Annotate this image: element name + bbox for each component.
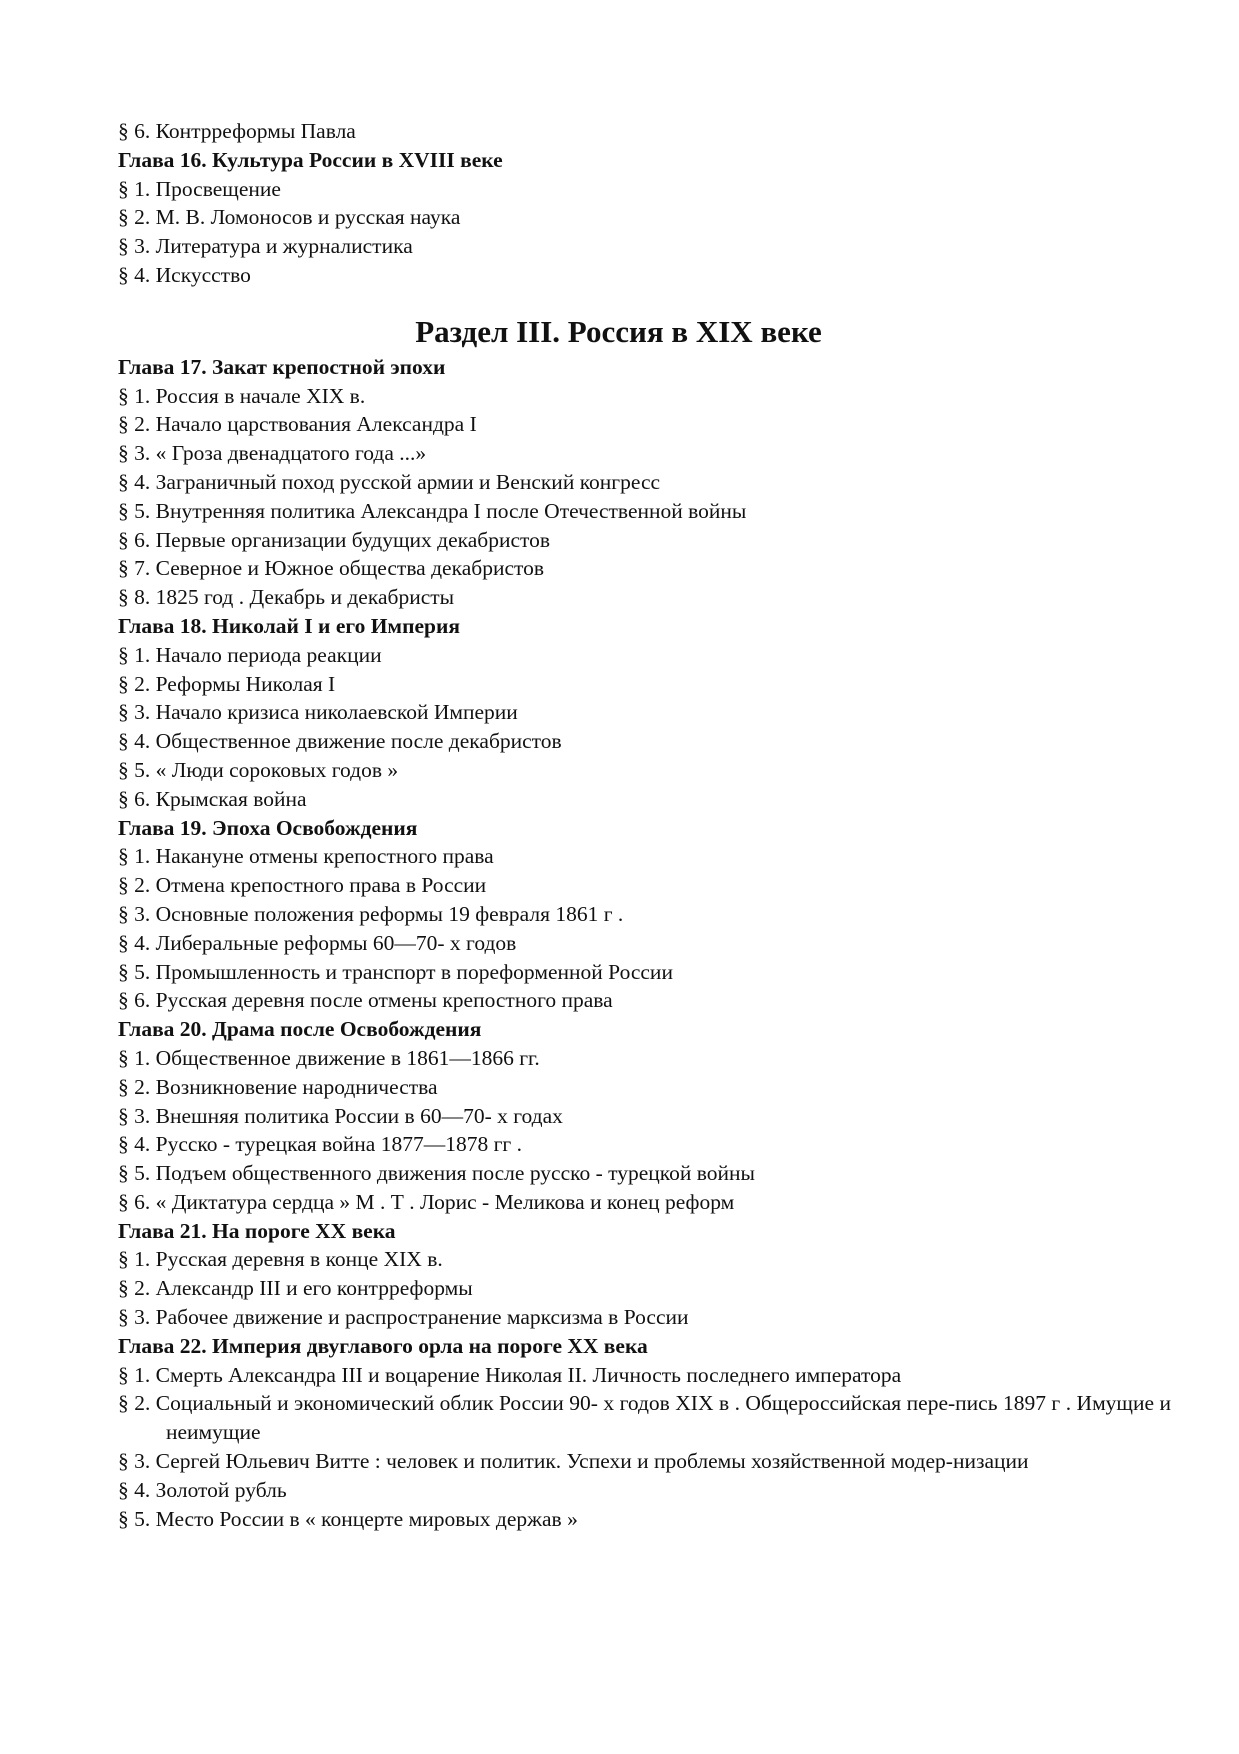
paragraph-item: § 2. Начало царствования Александра I — [118, 412, 477, 437]
chapter-heading: Глава 19. Эпоха Освобождения — [118, 815, 418, 840]
paragraph-item: § 1. Накануне отмены крепостного права — [118, 844, 494, 869]
paragraph-item: § 1. Общественное движение в 1861—1866 гг. — [118, 1045, 540, 1070]
chapter-heading: Глава 20. Драма после Освобождения — [118, 1017, 482, 1042]
chapter-heading: Глава 16. Культура России в XVIII веке — [118, 147, 503, 172]
paragraph-item: § 3. « Гроза двенадцатого года ...» — [118, 441, 427, 466]
paragraph-item: § 1. Россия в начале XIX в. — [118, 383, 366, 408]
paragraph-item: § 3. Внешняя политика России в 60—70- х годах — [118, 1103, 563, 1128]
paragraph-item: § 6. Контрреформы Павла — [118, 119, 356, 143]
paragraph-item-wrapped: § 3. Сергей Юльевич Витте : человек и политик. Успехи и проблемы хозяйственной модер-низации — [118, 1449, 1029, 1474]
paragraph-item: § 6. « Диктатура сердца » М . Т . Лорис - Меликова и конец реформ — [118, 1189, 735, 1214]
paragraph-item: § 1. Смерть Александра III и воцарение Николая II. Личность последнего императора — [118, 1362, 902, 1387]
paragraph-item: § 3. Литература и журналистика — [118, 234, 413, 259]
chapter-heading: Глава 17. Закат крепостной эпохи — [118, 354, 446, 379]
paragraph-item: § 5. Подъем общественного движения после русско - турецкой войны — [118, 1161, 756, 1186]
paragraph-item: § 3. Основные положения реформы 19 февраля 1861 г . — [118, 901, 624, 926]
paragraph-item: § 8. 1825 год . Декабрь и декабристы — [118, 585, 455, 610]
paragraph-item: § 4. Русско - турецкая война 1877—1878 гг . — [118, 1132, 522, 1157]
paragraph-item: § 2. М. В. Ломоносов и русская наука — [118, 205, 461, 230]
paragraph-item: § 4. Искусство — [118, 262, 251, 287]
paragraph-item: § 3. Рабочее движение и распространение марксизма в России — [118, 1305, 689, 1330]
paragraph-item: § 5. Место России в « концерте мировых держав » — [118, 1506, 578, 1531]
paragraph-item: § 7. Северное и Южное общества декабристов — [118, 556, 545, 581]
chapter-heading: Глава 22. Империя двуглавого орла на пороге XX века — [118, 1333, 648, 1358]
paragraph-item: § 6. Крымская война — [118, 786, 307, 811]
paragraph-item: § 1. Начало периода реакции — [118, 642, 382, 667]
paragraph-item: § 2. Отмена крепостного права в России — [118, 873, 487, 898]
paragraph-item: § 6. Первые организации будущих декабристов — [118, 527, 551, 552]
paragraph-item: § 5. « Люди сороковых годов » — [118, 757, 399, 782]
paragraph-item: § 1. Русская деревня в конце XIX в. — [118, 1247, 443, 1272]
paragraph-item: § 6. Русская деревня после отмены крепостного права — [118, 988, 613, 1013]
paragraph-item: § 2. Возникновение народничества — [118, 1074, 438, 1099]
paragraph-item: § 2. Александр III и его контрреформы — [118, 1276, 473, 1301]
paragraph-item: § 5. Внутренняя политика Александра I после Отечественной войны — [118, 498, 747, 523]
paragraph-item: § 4. Общественное движение после декабристов — [118, 729, 562, 754]
paragraph-item: § 3. Начало кризиса николаевской Империи — [118, 700, 518, 725]
chapter-heading: Глава 21. На пороге XX века — [118, 1218, 396, 1243]
chapter-heading: Глава 18. Николай I и его Империя — [118, 613, 460, 638]
paragraph-item: § 4. Либеральные реформы 60—70- х годов — [118, 930, 517, 955]
paragraph-item: § 4. Золотой рубль — [118, 1477, 287, 1502]
paragraph-item-wrapped: § 2. Социальный и экономический облик России 90- х годов XIX в . Общероссийская пере-пись 1897 г . Имущие и неимущие — [118, 1391, 1171, 1445]
paragraph-item: § 4. Заграничный поход русской армии и Венский конгресс — [118, 469, 661, 494]
section-title: Раздел III. Россия в XIX веке — [415, 313, 822, 349]
table-of-contents — [118, 117, 1171, 1533]
paragraph-item: § 2. Реформы Николая I — [118, 671, 336, 696]
paragraph-item: § 1. Просвещение — [118, 176, 281, 201]
paragraph-item: § 5. Промышленность и транспорт в пореформенной России — [118, 959, 673, 984]
